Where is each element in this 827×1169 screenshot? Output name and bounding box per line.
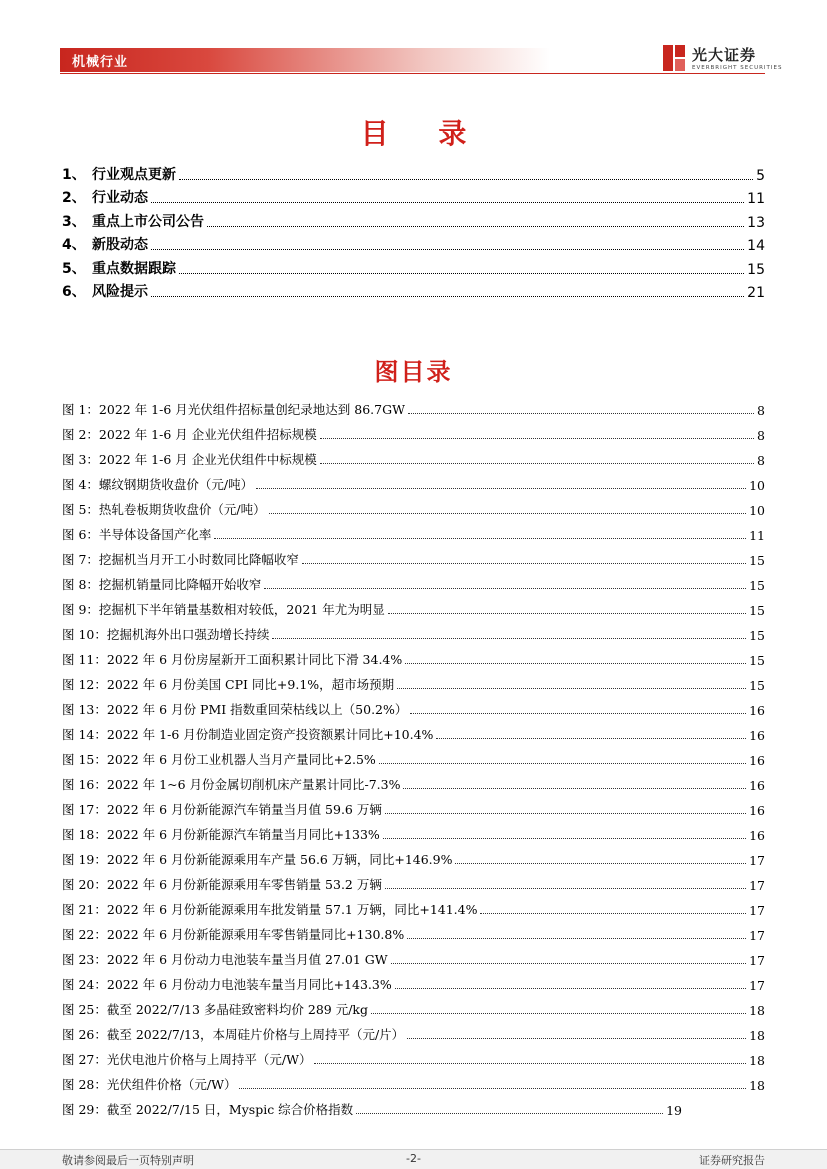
- leader-dots: [436, 738, 746, 739]
- toc-item[interactable]: [62, 254, 765, 278]
- figure-item-label: 图 1：2022 年 1-6 月光伏组件招标量创纪录地达到 86.7GW: [62, 402, 405, 417]
- leader-dots: [151, 296, 744, 297]
- figure-item[interactable]: [62, 768, 765, 793]
- figure-item-label: 图 25：截至 2022/7/13 多晶硅致密料均价 289 元/kg: [62, 1002, 369, 1017]
- leader-dots: [269, 513, 746, 514]
- leader-dots: [214, 538, 746, 539]
- toc-item-label: 重点上市公司公告: [92, 213, 204, 230]
- figure-item-page: 16: [749, 803, 765, 818]
- figure-item[interactable]: [62, 468, 765, 493]
- figure-item[interactable]: [62, 643, 765, 668]
- toc-item-page: 21: [747, 285, 765, 301]
- figure-item-label: 图 8：挖掘机销量同比降幅开始收窄: [62, 577, 262, 592]
- leader-dots: [385, 888, 746, 889]
- figure-item-label: 图 27：光伏电池片价格与上周持平（元/W）: [62, 1052, 312, 1067]
- toc-item-number: 2、: [62, 190, 86, 206]
- leader-dots: [391, 963, 746, 964]
- header-band: [60, 48, 550, 72]
- leader-dots: [179, 179, 753, 180]
- figure-item[interactable]: [62, 568, 765, 593]
- figure-item-page: 19: [666, 1103, 682, 1118]
- leader-dots: [371, 1013, 746, 1014]
- figure-item-label: 图 12：2022 年 6 月份美国 CPI 同比+9.1%，超市场预期: [62, 677, 395, 692]
- leader-dots: [397, 688, 746, 689]
- figure-item[interactable]: [62, 418, 765, 443]
- leader-dots: [151, 202, 744, 203]
- figure-item-label: 图 13：2022 年 6 月份 PMI 指数重回荣枯线以上（50.2%）: [62, 702, 408, 717]
- leader-dots: [383, 838, 746, 839]
- toc-title: 目 录: [360, 117, 487, 150]
- figure-item[interactable]: [62, 718, 765, 743]
- figure-item[interactable]: [62, 868, 765, 893]
- figure-item-page: 16: [749, 728, 765, 743]
- figure-item-page: 18: [749, 1053, 765, 1068]
- footer-report-type: 证券研究报告: [699, 1154, 765, 1167]
- leader-dots: [239, 1088, 746, 1089]
- leader-dots: [320, 438, 754, 439]
- toc-item-label: 风险提示: [92, 284, 148, 300]
- leader-dots: [410, 713, 746, 714]
- figure-list-title: 图目录: [374, 358, 453, 386]
- everbright-logo-icon: [662, 44, 686, 72]
- leader-dots: [151, 249, 744, 250]
- toc-item-label: 新股动态: [92, 237, 148, 253]
- leader-dots: [264, 588, 746, 589]
- figure-item-page: 18: [749, 1028, 765, 1043]
- figure-item-page: 16: [749, 778, 765, 793]
- toc-item-number: 5、: [62, 260, 86, 277]
- leader-dots: [403, 788, 746, 789]
- toc-list: [62, 160, 765, 301]
- figure-item-label: 图 3：2022 年 1-6 月 企业光伏组件中标规模: [62, 452, 317, 467]
- figure-item-label: 图 6：半导体设备国产化率: [62, 527, 212, 542]
- toc-item-label: 行业动态: [92, 190, 148, 206]
- toc-item[interactable]: [62, 184, 765, 208]
- toc-item-number: 3、: [62, 213, 86, 230]
- figure-item-page: 10: [749, 478, 765, 493]
- logo: [662, 42, 783, 76]
- leader-dots: [272, 638, 746, 639]
- figure-item[interactable]: [62, 893, 765, 918]
- figure-item-page: 15: [749, 603, 765, 618]
- figure-item-label: 图 21：2022 年 6 月份新能源乘用车批发销量 57.1 万辆，同比+141.4%: [62, 902, 478, 917]
- figure-item-page: 17: [749, 953, 765, 968]
- figure-item-page: 8: [757, 428, 765, 443]
- figure-item-label: 图 2：2022 年 1-6 月 企业光伏组件招标规模: [62, 427, 317, 442]
- figure-item-page: 16: [749, 753, 765, 768]
- header-rule: [60, 73, 765, 74]
- leader-dots: [320, 463, 754, 464]
- figure-item[interactable]: [62, 843, 765, 868]
- figure-item[interactable]: [62, 793, 765, 818]
- leader-dots: [302, 563, 746, 564]
- toc-item-number: 1、: [62, 166, 86, 183]
- toc-item-page: 15: [747, 261, 765, 278]
- figure-item[interactable]: [62, 818, 765, 843]
- figure-item-page: 15: [749, 578, 765, 593]
- industry-tag: 机械行业: [72, 55, 129, 70]
- toc-item-label: 行业观点更新: [92, 166, 176, 183]
- leader-dots: [480, 913, 746, 914]
- figure-item-label: 图 9：挖掘机下半年销量基数相对较低，2021 年尤为明显: [62, 602, 385, 617]
- figure-item[interactable]: [62, 593, 765, 618]
- logo-cn: 光大证券: [692, 46, 757, 64]
- leader-dots: [314, 1063, 746, 1064]
- leader-dots: [256, 488, 746, 489]
- leader-dots: [408, 413, 754, 414]
- figure-item-label: 图 22：2022 年 6 月份新能源乘用车零售销量同比+130.8%: [62, 927, 405, 942]
- figure-item-label: 图 29：截至 2022/7/15 日，Myspic 综合价格指数: [62, 1102, 354, 1117]
- toc-item[interactable]: [62, 160, 765, 184]
- figure-item-page: 15: [749, 553, 765, 568]
- figure-item[interactable]: [62, 918, 765, 943]
- figure-item-label: 图 15：2022 年 6 月份工业机器人当月产量同比+2.5%: [62, 752, 376, 767]
- figure-item[interactable]: [62, 668, 765, 693]
- leader-dots: [407, 938, 746, 939]
- figure-item[interactable]: [62, 1068, 765, 1093]
- figure-item[interactable]: [62, 968, 765, 993]
- figure-item-label: 图 5：热轧卷板期货收盘价（元/吨）: [62, 502, 266, 517]
- figure-item-label: 图 20：2022 年 6 月份新能源乘用车零售销量 53.2 万辆: [62, 877, 382, 892]
- figure-item-page: 16: [749, 828, 765, 843]
- figure-item-label: 图 28：光伏组件价格（元/W）: [62, 1077, 237, 1092]
- figure-item-page: 18: [749, 1078, 765, 1093]
- figure-item[interactable]: [62, 943, 765, 968]
- toc-item-number: 4、: [62, 237, 86, 253]
- figure-item-page: 11: [749, 528, 765, 543]
- figure-item[interactable]: [62, 743, 765, 768]
- figure-item[interactable]: [62, 493, 765, 518]
- leader-dots: [179, 273, 744, 274]
- figure-item[interactable]: [62, 543, 765, 568]
- figure-item-page: 15: [749, 653, 765, 668]
- figure-item-label: 图 10：挖掘机海外出口强劲增长持续: [62, 627, 270, 642]
- figure-item-page: 8: [757, 403, 765, 418]
- toc-item-page: 5: [756, 167, 765, 184]
- figure-item-page: 17: [749, 978, 765, 993]
- leader-dots: [356, 1113, 663, 1114]
- leader-dots: [388, 613, 746, 614]
- figure-item[interactable]: [62, 1093, 682, 1118]
- figure-item-page: 16: [749, 703, 765, 718]
- leader-dots: [455, 863, 746, 864]
- figure-item-page: 10: [749, 503, 765, 518]
- figure-item-page: 8: [757, 453, 765, 468]
- leader-dots: [379, 763, 746, 764]
- footer-disclaimer: 敬请参阅最后一页特别声明: [62, 1154, 194, 1167]
- figure-item-label: 图 26：截至 2022/7/13，本周硅片价格与上周持平（元/片）: [62, 1027, 405, 1042]
- figure-item-page: 15: [749, 678, 765, 693]
- figure-item-label: 图 4：螺纹钢期货收盘价（元/吨）: [62, 477, 254, 492]
- figure-item-label: 图 17：2022 年 6 月份新能源汽车销量当月值 59.6 万辆: [62, 802, 382, 817]
- leader-dots: [385, 813, 746, 814]
- toc-item[interactable]: [62, 278, 765, 302]
- figure-item[interactable]: [62, 1018, 765, 1043]
- figure-item-label: 图 24：2022 年 6 月份动力电池装车量当月同比+143.3%: [62, 977, 392, 992]
- toc-item[interactable]: [62, 207, 765, 231]
- figure-item-label: 图 19：2022 年 6 月份新能源乘用车产量 56.6 万辆，同比+146.9%: [62, 852, 453, 867]
- figure-item-page: 17: [749, 928, 765, 943]
- leader-dots: [407, 1038, 746, 1039]
- leader-dots: [207, 226, 744, 227]
- figure-item-page: 18: [749, 1003, 765, 1018]
- toc-item-page: 13: [747, 214, 765, 231]
- toc-item[interactable]: [62, 231, 765, 255]
- leader-dots: [405, 663, 746, 664]
- logo-en: EVERBRIGHT SECURITIES: [692, 65, 783, 71]
- figure-item[interactable]: [62, 1043, 765, 1068]
- figure-item-label: 图 11：2022 年 6 月份房屋新开工面积累计同比下滑 34.4%: [62, 652, 403, 667]
- figure-item-page: 17: [749, 903, 765, 918]
- figure-item-label: 图 16：2022 年 1~6 月份金属切削机床产量累计同比-7.3%: [62, 777, 401, 792]
- figure-item[interactable]: [62, 393, 765, 418]
- figure-item[interactable]: [62, 993, 765, 1018]
- figure-item-label: 图 7：挖掘机当月开工小时数同比降幅收窄: [62, 552, 299, 567]
- figure-item-label: 图 18：2022 年 6 月份新能源汽车销量当月同比+133%: [62, 827, 380, 842]
- figure-item[interactable]: [62, 518, 765, 543]
- page-number: -2-: [406, 1152, 421, 1165]
- figure-item-page: 17: [749, 853, 765, 868]
- figure-item-page: 15: [749, 628, 765, 643]
- leader-dots: [395, 988, 746, 989]
- figure-item-label: 图 23：2022 年 6 月份动力电池装车量当月值 27.01 GW: [62, 952, 388, 967]
- figure-item[interactable]: [62, 443, 765, 468]
- toc-item-label: 重点数据跟踪: [92, 260, 176, 277]
- figure-item-label: 图 14：2022 年 1-6 月份制造业固定资产投资额累计同比+10.4%: [62, 727, 434, 742]
- toc-item-page: 11: [747, 191, 765, 207]
- toc-item-page: 14: [747, 238, 765, 254]
- figure-item-page: 17: [749, 878, 765, 893]
- figure-list: [62, 393, 765, 1118]
- figure-item[interactable]: [62, 693, 765, 718]
- figure-item[interactable]: [62, 618, 765, 643]
- toc-item-number: 6、: [62, 284, 86, 300]
